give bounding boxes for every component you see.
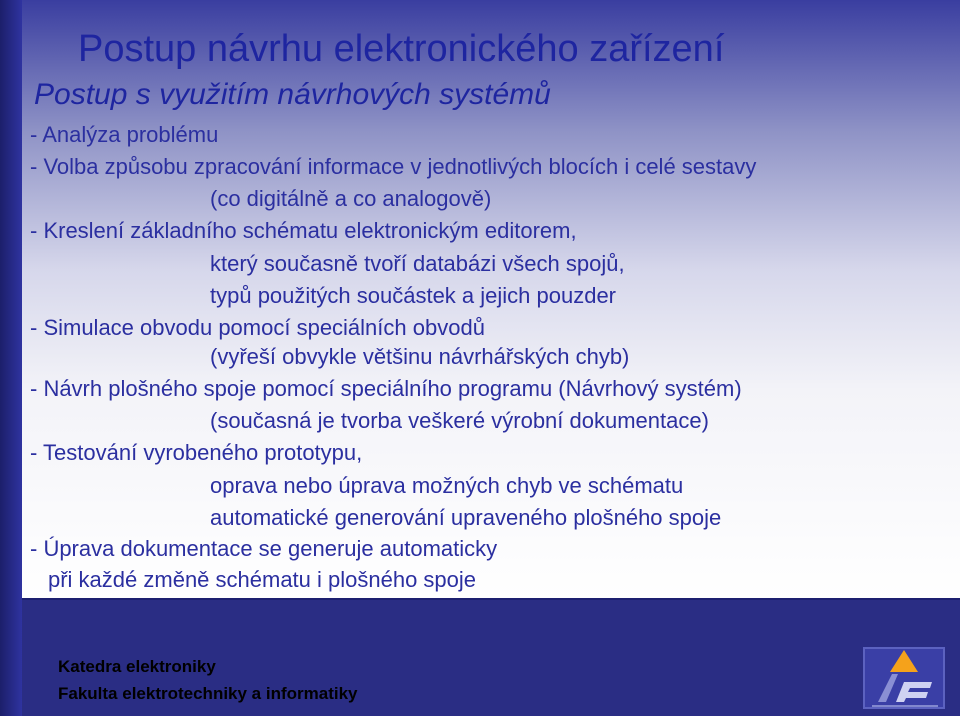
list-item: při každé změně schématu i plošného spoje	[48, 567, 477, 592]
list-item: - Simulace obvodu pomocí speciálních obvodů	[30, 315, 485, 340]
list-item: typů použitých součástek a jejich pouzder	[210, 283, 617, 308]
list-item: - Kreslení základního schématu elektronickým editorem,	[30, 218, 577, 243]
list-item: automatické generování upraveného plošného spoje	[210, 505, 722, 530]
list-item: - Volba způsobu zpracování informace v jednotlivých blocích i celé sestavy	[30, 154, 757, 179]
faculty-logo-icon	[858, 644, 950, 712]
list-item: - Analýza problému	[30, 122, 219, 147]
list-item: - Úprava dokumentace se generuje automaticky	[30, 536, 498, 561]
list-item: - Návrh plošného spoje pomocí speciálního programu (Návrhový systém)	[30, 376, 742, 401]
slide-subtitle: Postup s využitím návrhových systémů	[34, 78, 551, 111]
list-item: (současná je tvorba veškeré výrobní dokumentace)	[210, 408, 709, 433]
left-accent-stripe	[0, 0, 22, 716]
slide-title: Postup návrhu elektronického zařízení	[78, 28, 725, 70]
list-item: - Testování vyrobeného prototypu,	[30, 440, 363, 465]
footer-divider	[22, 598, 960, 600]
footer-faculty: Fakulta elektrotechniky a informatiky	[58, 684, 358, 703]
list-item: oprava nebo úprava možných chyb ve schématu	[210, 473, 684, 498]
list-item: (co digitálně a co analogově)	[210, 186, 492, 211]
list-item: který současně tvoří databázi všech spojů,	[210, 251, 625, 276]
list-item: (vyřeší obvykle většinu návrhářských chyb)	[210, 344, 630, 369]
footer-department: Katedra elektroniky	[58, 657, 216, 676]
